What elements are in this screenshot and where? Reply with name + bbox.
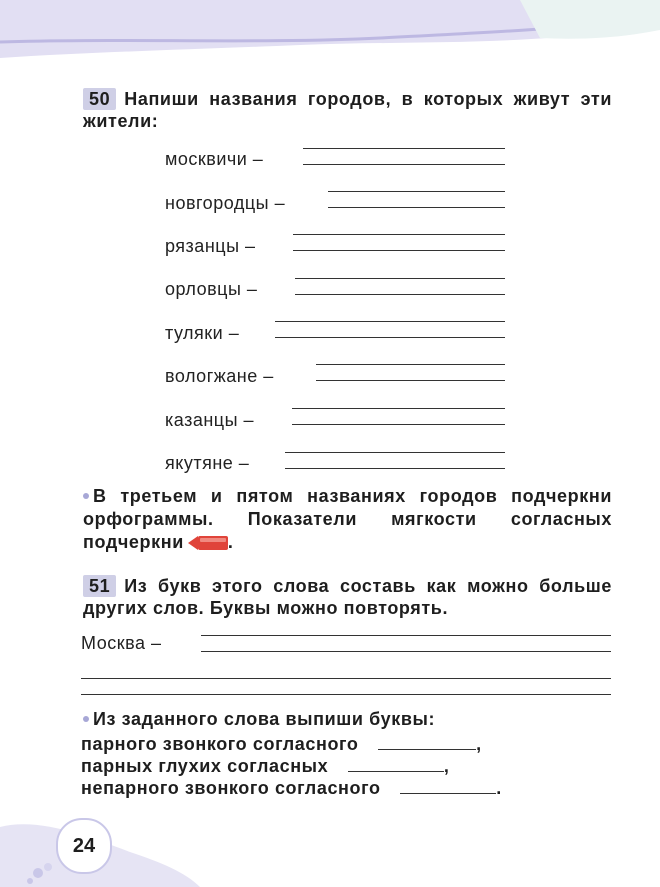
resident-row <box>165 227 505 257</box>
exercise-50-task-end: . <box>227 532 234 552</box>
answer-line[interactable] <box>303 148 505 149</box>
fill-row <box>81 733 482 755</box>
answer-line[interactable] <box>275 337 505 338</box>
answer-blank[interactable] <box>348 755 444 772</box>
answer-line[interactable] <box>201 651 611 652</box>
answer-line[interactable] <box>275 321 505 322</box>
fill-row <box>81 777 502 799</box>
answer-line[interactable] <box>292 408 505 409</box>
exercise-51-heading <box>83 575 612 619</box>
answer-blank[interactable] <box>378 733 476 750</box>
answer-line[interactable] <box>295 294 505 295</box>
exercise-50-instruction: Напиши названия городов, в которых живут эти жители: <box>83 89 612 131</box>
source-word: Москва – <box>81 633 162 653</box>
answer-line[interactable] <box>316 380 505 381</box>
resident-row <box>165 184 505 214</box>
answer-line[interactable] <box>316 364 505 365</box>
answer-blank[interactable] <box>400 777 496 794</box>
answer-line[interactable] <box>293 234 505 235</box>
resident-row <box>165 444 505 474</box>
resident-row <box>165 270 505 300</box>
resident-row <box>165 401 505 431</box>
answer-line[interactable] <box>303 164 505 165</box>
top-wave-decoration <box>0 0 660 75</box>
exercise-number-50: 50 <box>83 88 116 110</box>
exercise-50-task <box>83 485 612 554</box>
resident-word: туляки – <box>165 323 240 343</box>
resident-word: казанцы – <box>165 410 255 430</box>
word-row <box>81 630 611 654</box>
resident-word: рязанцы – <box>165 236 256 256</box>
answer-line[interactable] <box>295 278 505 279</box>
fill-row-end: . <box>496 778 502 798</box>
fill-row-text: непарного звонкого согласного <box>81 778 381 798</box>
bullet-dot <box>83 716 89 722</box>
answer-line[interactable] <box>292 424 505 425</box>
exercise-51-task <box>83 708 612 731</box>
resident-word: вологжане – <box>165 366 274 386</box>
answer-line[interactable] <box>81 694 611 695</box>
fill-row <box>81 755 449 777</box>
resident-row <box>165 140 505 170</box>
resident-word: москвичи – <box>165 149 264 169</box>
resident-word: якутяне – <box>165 453 250 473</box>
exercise-number-51: 51 <box>83 575 116 597</box>
answer-line[interactable] <box>285 468 505 469</box>
resident-row <box>165 357 505 387</box>
fill-row-text: парного звонкого согласного <box>81 734 359 754</box>
exercise-50-task-text: В третьем и пятом названиях городов подчеркни орфограммы. Показатели мягкости согласных подчеркни <box>83 486 612 552</box>
answer-line[interactable] <box>81 678 611 679</box>
fill-row-text: парных глухих согласных <box>81 756 329 776</box>
resident-word: новгородцы – <box>165 193 286 213</box>
bullet-dot <box>83 493 89 499</box>
answer-line[interactable] <box>201 635 611 636</box>
red-pencil-icon <box>188 534 228 552</box>
exercise-51-instruction: Из букв этого слова составь как можно больше других слов. Буквы можно повторять. <box>83 576 612 618</box>
exercise-51-task-intro: Из заданного слова выпиши буквы: <box>93 709 436 729</box>
resident-row <box>165 314 505 344</box>
exercise-50-heading <box>83 88 612 132</box>
answer-line[interactable] <box>293 250 505 251</box>
answer-line[interactable] <box>328 207 505 208</box>
fill-row-end: , <box>443 756 450 776</box>
resident-word: орловцы – <box>165 279 258 299</box>
answer-line[interactable] <box>328 191 505 192</box>
fill-row-end: , <box>476 734 482 754</box>
answer-line[interactable] <box>285 452 505 453</box>
page-number: 24 <box>56 818 112 874</box>
